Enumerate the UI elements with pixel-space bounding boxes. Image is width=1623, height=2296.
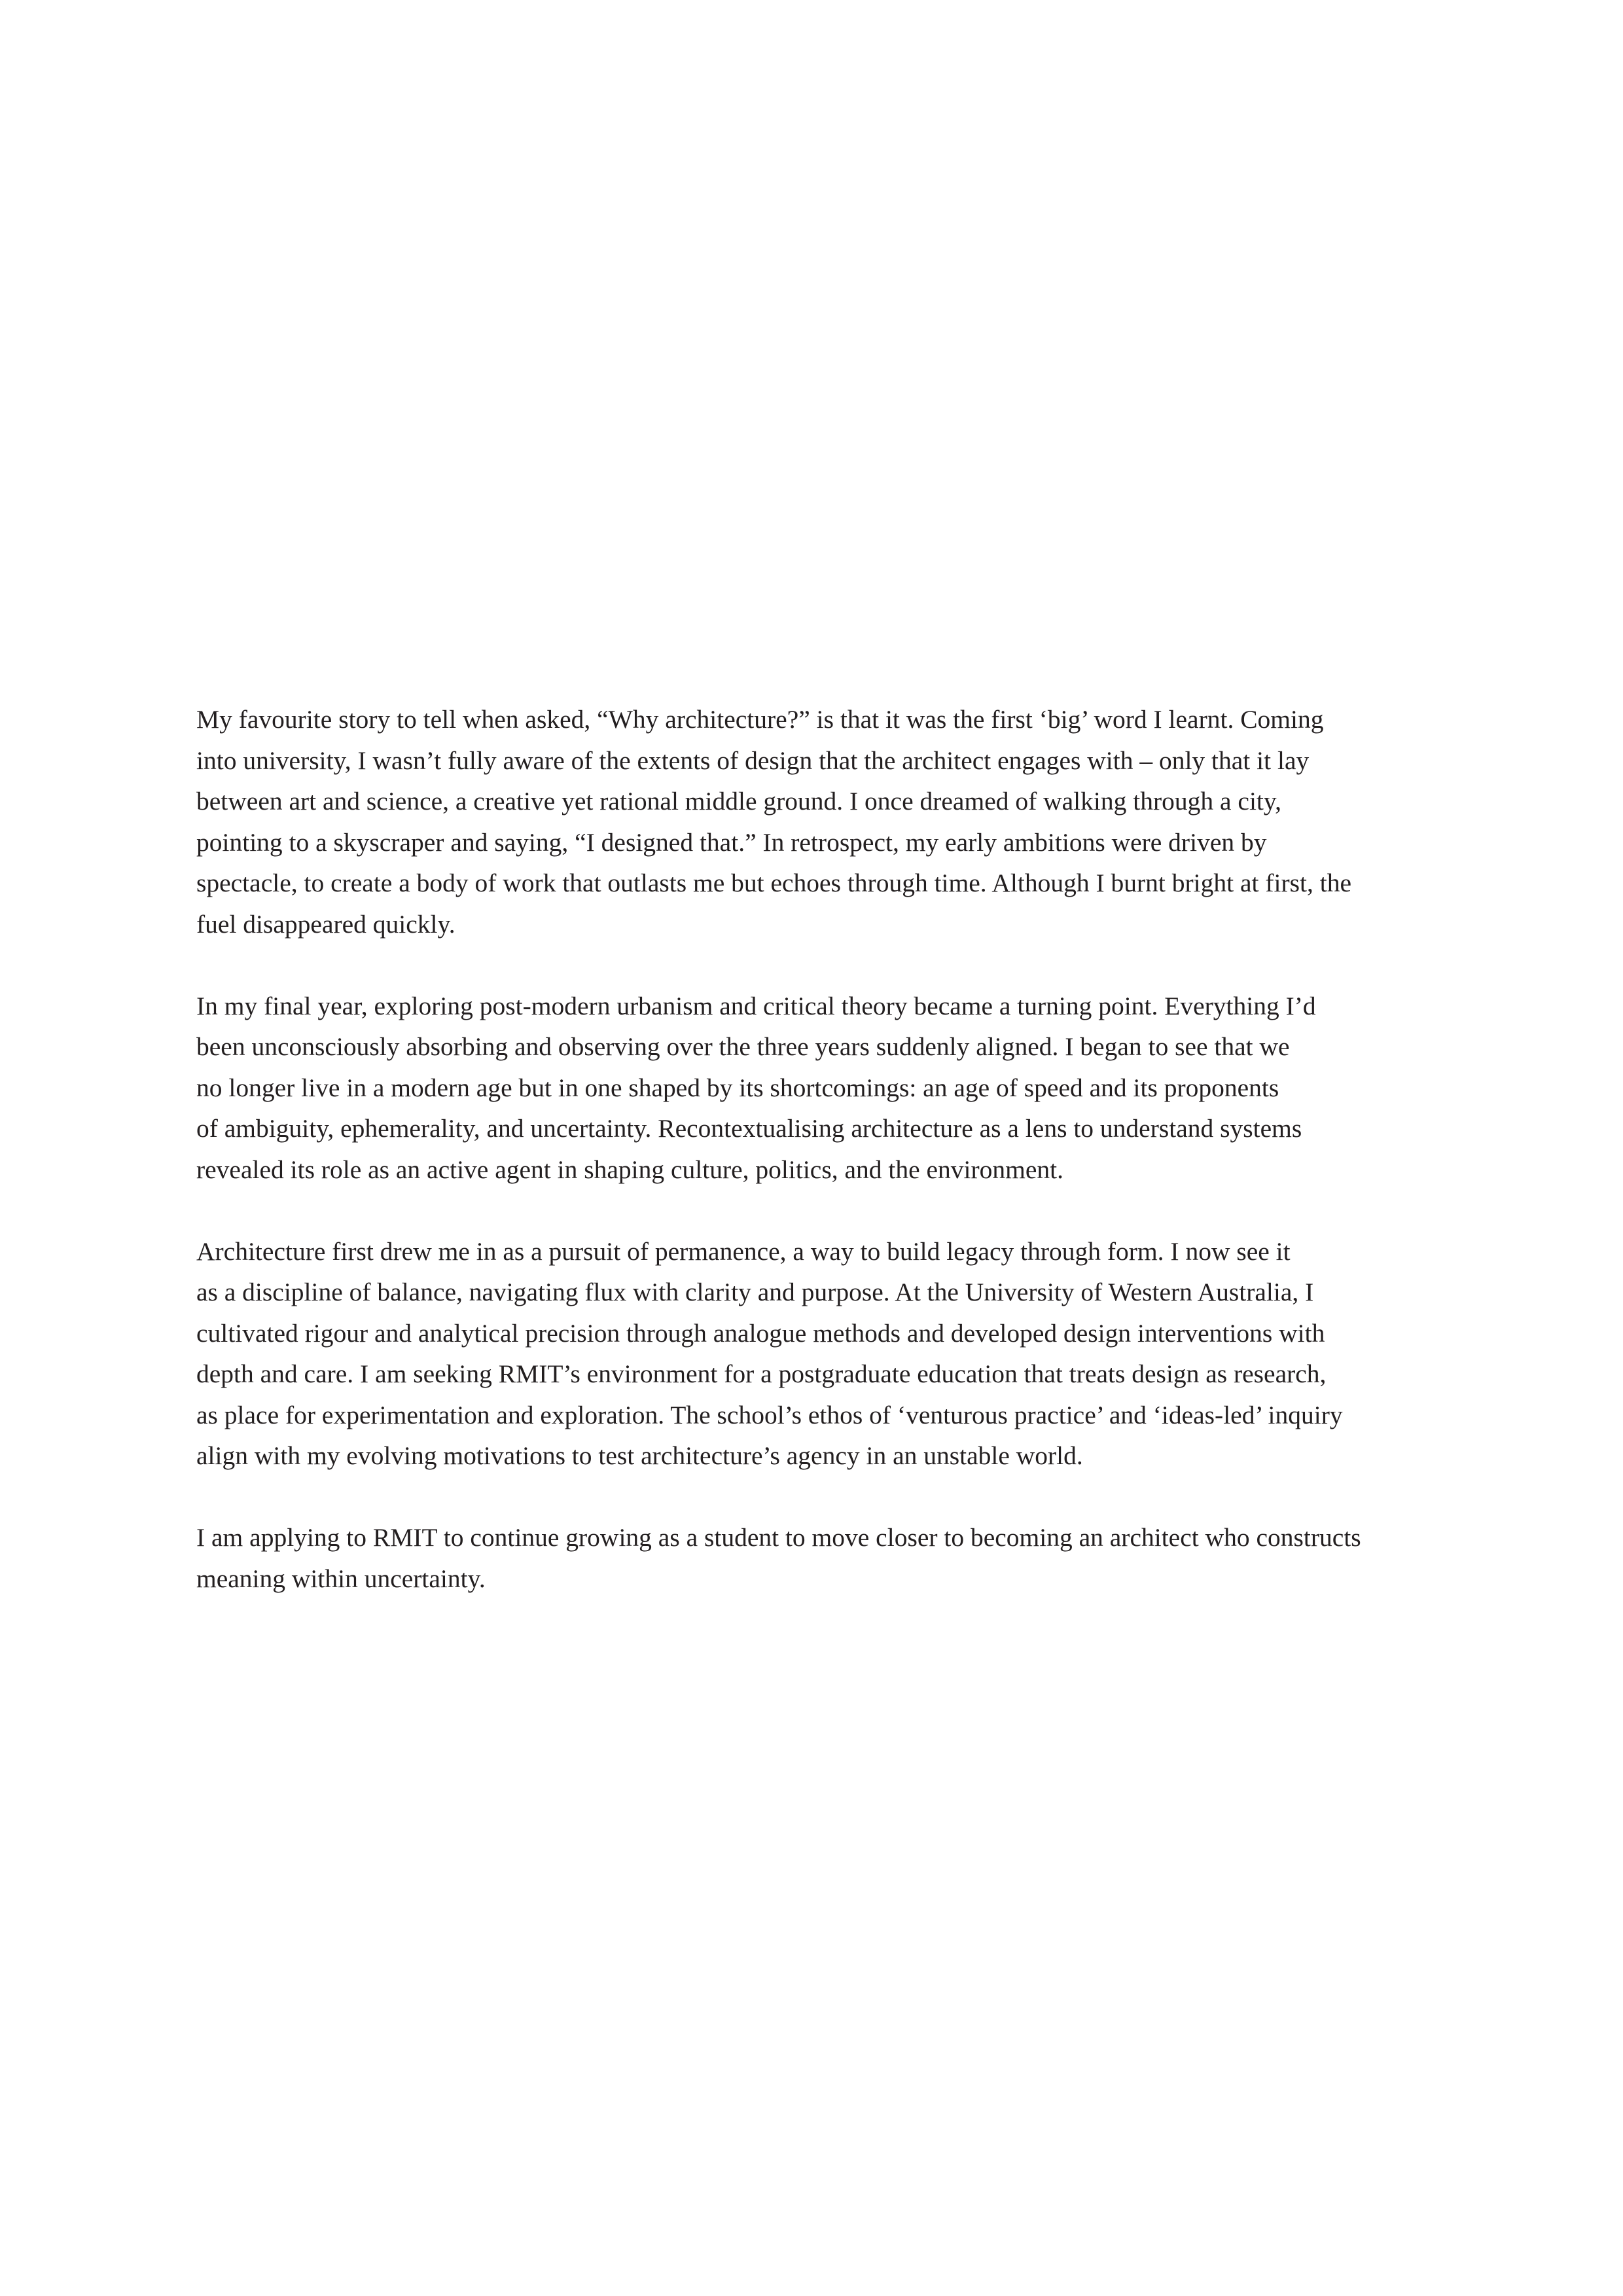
personal-statement	[196, 699, 1479, 1640]
text-line: spectacle, to create a body of work that outlasts me but echoes through time. Although I burnt bright at first, the	[196, 869, 1351, 897]
text-line: fuel disappeared quickly.	[196, 909, 455, 939]
text-line: In my final year, exploring post-modern urbanism and critical theory became a turning point. Everything I’d	[196, 991, 1316, 1020]
text-line: no longer live in a modern age but in one shaped by its shortcomings: an age of speed and its proponents	[196, 1073, 1279, 1102]
text-line: of ambiguity, ephemerality, and uncertainty. Recontextualising architecture as a lens to understand systems	[196, 1114, 1302, 1143]
text-line: pointing to a skyscraper and saying, “I designed that.” In retrospect, my early ambitions were driven by	[196, 827, 1267, 857]
paragraph-4	[196, 1517, 1479, 1599]
text-line: I am applying to RMIT to continue growing as a student to move closer to becoming an architect who constructs	[196, 1523, 1361, 1552]
text-line: been unconsciously absorbing and observing over the three years suddenly aligned. I began to see that we	[196, 1032, 1290, 1061]
text-line: as a discipline of balance, navigating flux with clarity and purpose. At the University of Western Australia, I	[196, 1278, 1314, 1306]
text-line: My favourite story to tell when asked, “Why architecture?” is that it was the first ‘big’ word I learnt. Coming	[196, 705, 1324, 734]
text-line: between art and science, a creative yet rational middle ground. I once dreamed of walking through a city,	[196, 787, 1281, 816]
text-line: depth and care. I am seeking RMIT’s environment for a postgraduate education that treats design as research,	[196, 1359, 1327, 1388]
text-line: as place for experimentation and exploration. The school’s ethos of ‘venturous practice’ and ‘ideas-led’ inquiry	[196, 1400, 1343, 1429]
paragraph-3	[196, 1231, 1479, 1477]
text-line: revealed its role as an active agent in shaping culture, politics, and the environment.	[196, 1155, 1064, 1184]
text-line: align with my evolving motivations to test architecture’s agency in an unstable world.	[196, 1441, 1083, 1470]
text-line: meaning within uncertainty.	[196, 1564, 486, 1593]
text-line: cultivated rigour and analytical precision through analogue methods and developed design interventions with	[196, 1318, 1325, 1348]
paragraph-2	[196, 986, 1479, 1191]
text-line: into university, I wasn’t fully aware of the extents of design that the architect engages with – only that it lay	[196, 745, 1310, 775]
text-line: Architecture first drew me in as a pursuit of permanence, a way to build legacy through form. I now see it	[196, 1236, 1291, 1266]
paragraph-1	[196, 699, 1479, 944]
